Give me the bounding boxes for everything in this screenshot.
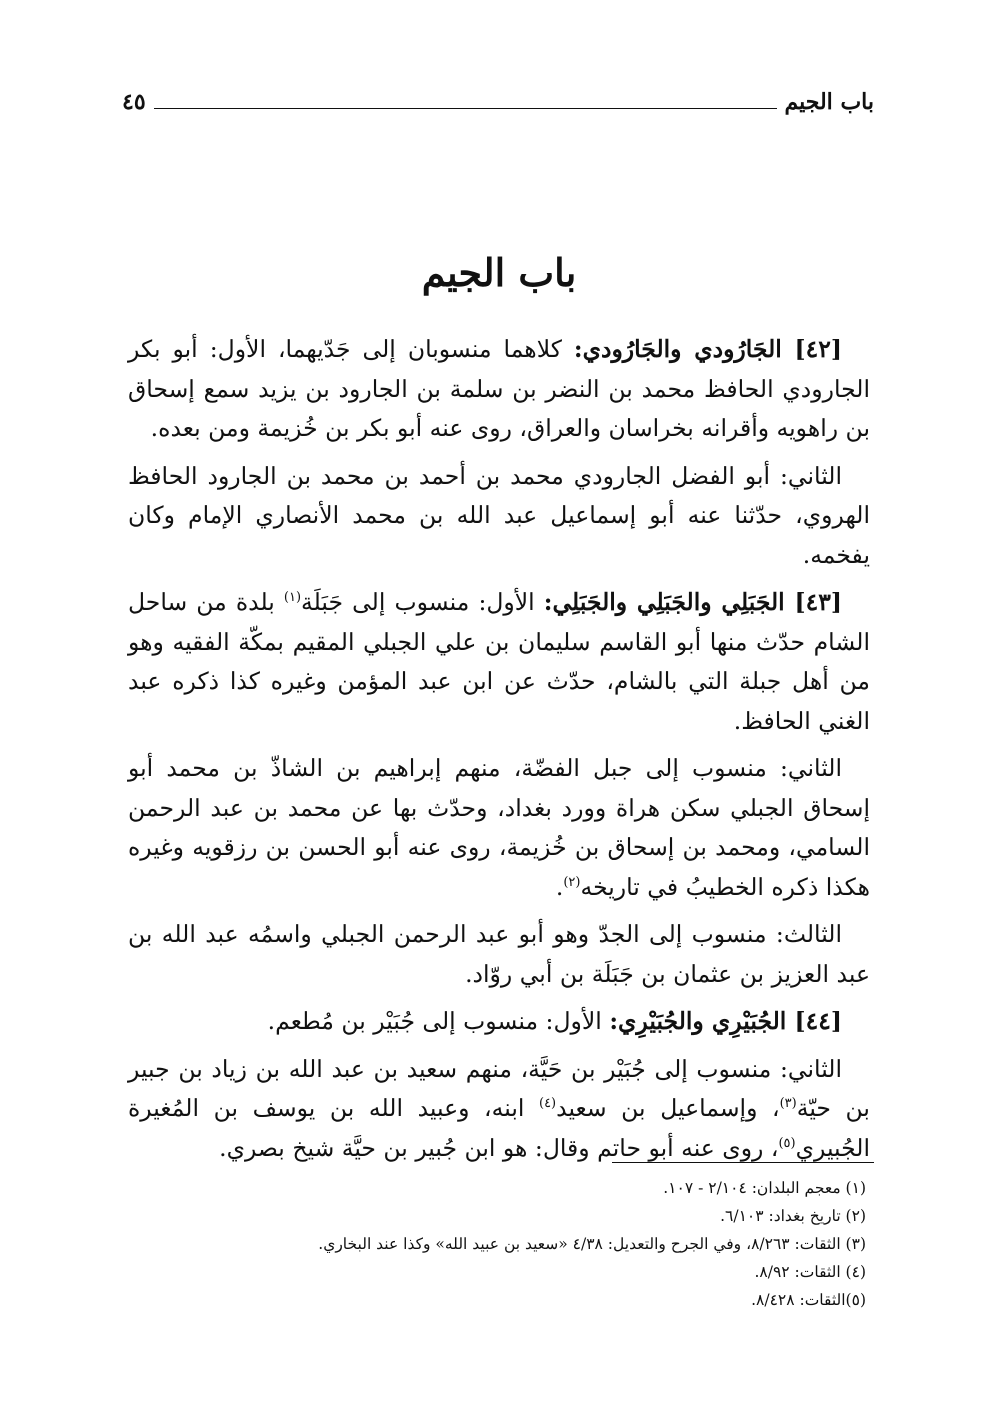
footnote-divider (612, 1162, 874, 1163)
entry-text: كلاهما منسوبان إلى جَدّيهما، الأول: أبو بكر الجارودي الحافظ محمد بن النضر بن سلمة بن الجارود بن يزيد سمع إسحاق بن راهويه وأقرانه بخراسان والعراق، روى عنه أبو بكر بن خُزيمة ومن بعده. (128, 335, 870, 442)
entry-text: الأول: منسوب إلى جَبَلَة (301, 588, 544, 616)
footnote-ref: (٤) (538, 1096, 557, 1112)
running-header (122, 84, 874, 120)
footnote-ref: (٥) (778, 1135, 796, 1151)
entry-42-second (128, 457, 870, 576)
page-number: ٤٥ (122, 89, 146, 115)
entry-44-second (128, 1050, 870, 1169)
entry-text: . (555, 872, 564, 901)
entry-heading: [٤٣] الجَبَلِي والجَبَلِي والجَبَلِي: (543, 588, 842, 616)
entry-43-second (128, 749, 870, 907)
entry-text: ابنه، وعبيد الله بن يوسف بن المُغيرة الجُبيري (128, 1094, 870, 1162)
entry-text: الثاني: منسوب إلى جُبَيْر بن حَيَّة، منهم سعيد بن عبد الله بن زياد بن جبير بن حيّة (128, 1054, 870, 1122)
footnote-1: (١) معجم البلدان: ٢/١٠٤ - ١٠٧. (663, 1179, 866, 1197)
entry-heading: [٤٤] الجُبَيْرِي والجُبَيْرِي: (609, 1007, 842, 1035)
header-rule (154, 108, 777, 109)
entry-text: بلدة من ساحل الشام حدّث منها أبو القاسم سليمان بن علي الجبلي المقيم بمكّة الفقيه وهو من أهل جبلة التي بالشام، حدّث عن ابن عبد المؤمن وغيره كذا ذكره عبد الغني الحافظ. (128, 588, 870, 735)
entry-text: الثالث: منسوب إلى الجدّ وهو أبو عبد الرحمن الجبلي واسمُه عبد الله بن عبد العزيز بن عثمان بن جَبَلَة بن أبي روّاد. (128, 920, 870, 988)
entry-44 (128, 1002, 870, 1042)
footnote-3: (٣) الثقات: ٨/٢٦٣، وفي الجرح والتعديل: ٤/٣٨ «سعيد بن عبيد الله» وكذا عند البخاري. (318, 1235, 866, 1253)
entry-text: الثاني: أبو الفضل الجارودي محمد بن أحمد بن محمد بن الجارود الحافظ الهروي، حدّثنا عنه أبو إسماعيل عبد الله بن محمد الأنصاري الإمام وكان يفخمه. (128, 461, 870, 569)
footnote-5: (٥)الثقات: ٨/٤٢٨. (751, 1291, 866, 1309)
running-title: باب الجيم (784, 89, 874, 115)
entry-text: ، روى عنه أبو حاتم وقال: هو ابن جُبير بن حيَّة شيخ بصري. (219, 1133, 779, 1162)
entry-heading: [٤٢] الجَارُودي والجَارُودي: (573, 335, 842, 363)
footnote-ref: (٢) (563, 874, 581, 890)
entry-43-third (128, 915, 870, 994)
entry-42 (128, 330, 870, 449)
footnote-2: (٢) تاريخ بغداد: ٦/١٠٣. (720, 1207, 866, 1225)
entry-43 (128, 583, 870, 741)
main-text (128, 330, 870, 1176)
chapter-title: باب الجيم (421, 250, 577, 295)
entry-text: الأول: منسوب إلى جُبَيْر بن مُطعم. (267, 1007, 610, 1035)
footnotes (128, 1174, 870, 1314)
entry-text: الثاني: منسوب إلى جبل الفضّة، منهم إبراهيم بن الشاذّ بن محمد أبو إسحاق الجبلي سكن هراة وورد بغداد، وحدّث بها عن محمد بن عبد الرحمن السامي، ومحمد بن إسحاق بن خُزيمة، روى عنه أبو الحسن بن رزقويه وغيره هكذا ذكره الخطيبُ في تاريخه (128, 754, 870, 901)
footnote-4: (٤) الثقات: ٨/٩٢. (754, 1263, 866, 1281)
footnote-ref: (١) (283, 590, 302, 606)
entry-text: ، وإسماعيل بن سعيد (556, 1094, 780, 1122)
footnote-ref: (٣) (779, 1096, 797, 1112)
